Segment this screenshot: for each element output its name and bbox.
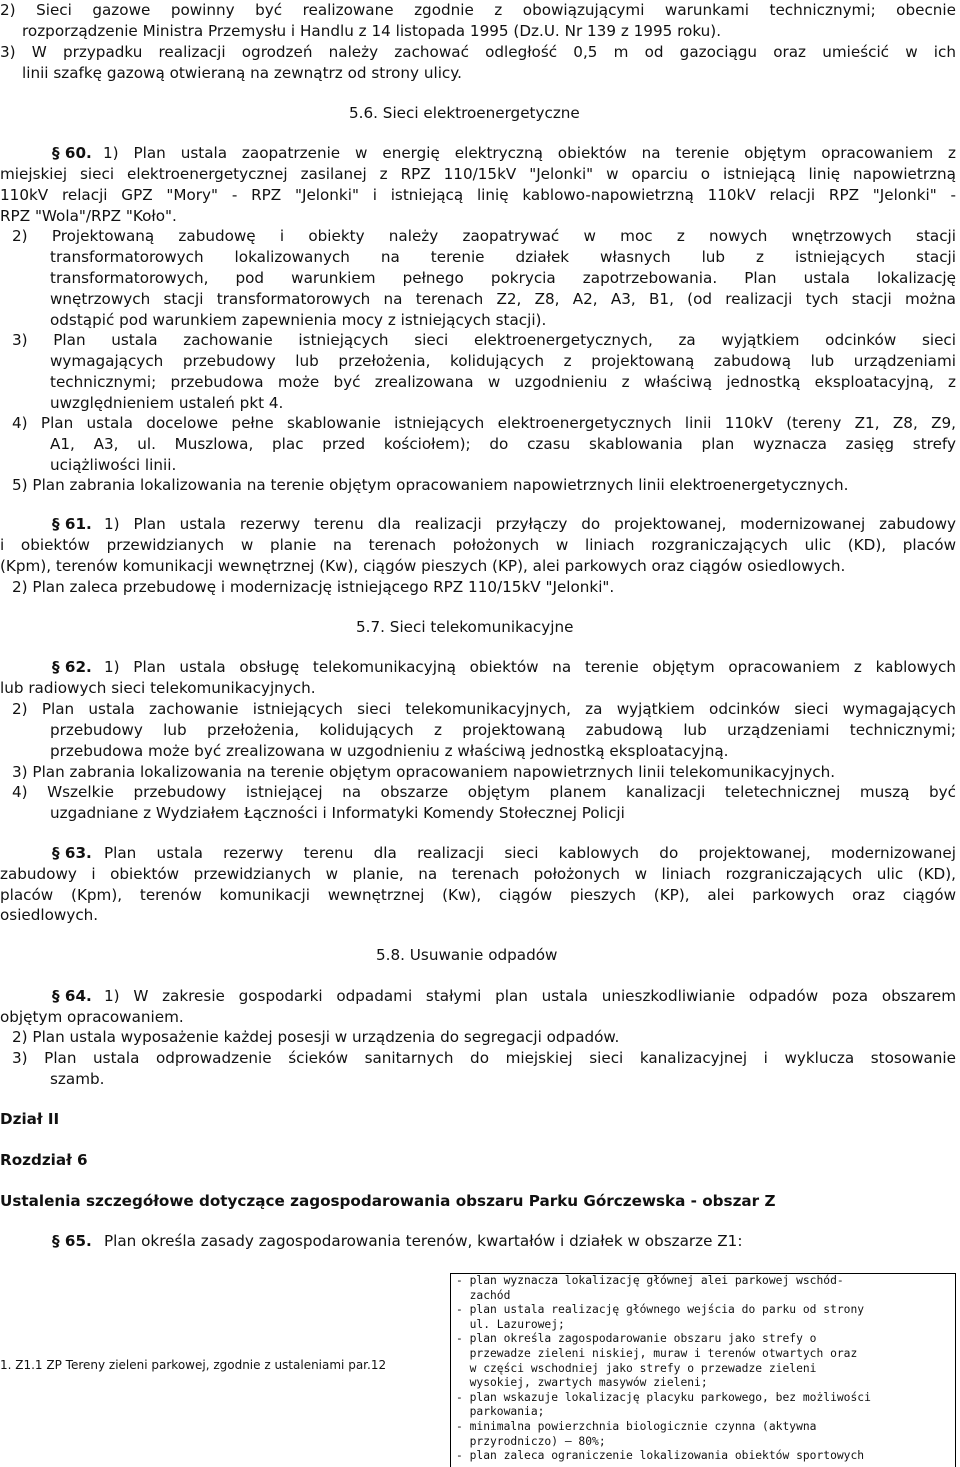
text-line: 2) Plan ustala wyposażenie każdej posesji w urządzenia do segregacji odpadów. <box>12 1028 620 1046</box>
text-line: transformatorowych, pod warunkiem pełnego pokrycia zapotrzebowania. Plan ustala lokalizację <box>50 269 956 287</box>
table-rule-line: - minimalna powierzchnia biologicznie czynna (aktywna <box>456 1419 817 1433</box>
table-rule-line: przewadze zieleni niskiej, muraw i terenów otwartych oraz <box>456 1346 858 1360</box>
text-line: przebudowa może być zrealizowana w uzgodnieniu z właściwą jednostką eksploatacyjną. <box>50 742 729 760</box>
text-line: objętym opracowaniem. <box>0 1008 184 1026</box>
text-line: (Kpm), terenów komunikacji wewnętrznej (Kw), ciągów pieszych (KP), alei parkowych oraz ciągów osiedlowych. <box>0 557 846 575</box>
table-rule-line: - plan określa zagospodarowanie obszaru jako strefy o <box>456 1332 817 1346</box>
paragraph-number: § 64. <box>52 987 92 1005</box>
paragraph-number: § 65. <box>52 1232 92 1250</box>
text-line: 1) Plan ustala obsługę telekomunikacyjną obiektów na terenie objętym opracowaniem z kablowych <box>104 658 956 676</box>
paragraph-number: § 63. <box>52 844 92 862</box>
text-line: RPZ "Wola"/RPZ "Koło". <box>0 207 177 225</box>
text-line: uciążliwości linii. <box>50 456 177 474</box>
text-line: 2) Plan ustala zachowanie istniejących sieci telekomunikacyjnych, za wyjątkiem odcinków sieci wymagających <box>12 700 956 718</box>
table-rule-line: - plan ustala realizację głównego wejścia do parku od strony <box>456 1303 865 1317</box>
section-heading: Rozdział 6 <box>0 1151 88 1169</box>
text-line: A1, A3, ul. Muszlowa, plac przed kościołem); do czasu skablowania plan wyznacza zasięg strefy <box>50 435 956 453</box>
paragraph-number: § 61. <box>52 515 92 533</box>
text-line: 3) Plan ustala zachowanie istniejących sieci elektroenergetycznych, za wyjątkiem odcinków sieci <box>12 331 956 349</box>
table-rule-list <box>456 1274 871 1464</box>
text-line: Plan określa zasady zagospodarowania terenów, kwartałów i działek w obszarze Z1: <box>104 1232 743 1250</box>
text-line: odstąpić pod warunkiem zapewnienia mocy z istniejących stacji). <box>50 311 547 329</box>
text-line: 2) Plan zaleca przebudowę i modernizację istniejącego RPZ 110/15kV "Jelonki". <box>12 578 615 596</box>
text-line: 5.8. Usuwanie odpadów <box>376 946 558 964</box>
table-rule-line: wysokiej, zwartych masywów zieleni; <box>456 1376 708 1390</box>
text-line: zabudowy i obiektów przewidzianych w planie, na terenach położonych w liniach rozgraniczających ulic (KD), <box>0 865 956 883</box>
text-line: 2) Projektowaną zabudowę i obiekty należy zaopatrywać w moc z nowych wnętrzowych stacji <box>12 227 956 245</box>
text-line: rozporządzenie Ministra Przemysłu i Handlu z 14 listopada 1995 (Dz.U. Nr 139 z 1995 roku). <box>22 22 722 40</box>
text-line: transformatorowych lokalizowanych na terenie działek własnych lub z istniejących stacji <box>50 248 956 266</box>
text-line: uwzględnieniem ustaleń pkt 4. <box>50 394 284 412</box>
table-rule-line: w części wschodniej jako strefy o przewadze zieleni <box>456 1361 817 1375</box>
text-line: placów (Kpm), terenów komunikacji wewnętrznej (Kw), ciągów pieszych (KP), alei parkowych oraz ciągów <box>0 886 956 904</box>
text-line: 5.6. Sieci elektroenergetyczne <box>349 104 580 122</box>
text-line: Plan ustala rezerwy terenu dla realizacji sieci kablowych do projektowanej, modernizowanej <box>104 844 956 862</box>
table-rule-line: - plan wyznacza lokalizację głównej alei parkowej wschód- <box>456 1274 844 1287</box>
table-rule-line: przyrodniczo) – 80%; <box>456 1434 606 1448</box>
text-line: 1) Plan ustala rezerwy terenu dla realizacji przyłączy do projektowanej, modernizowanej zabudowy <box>104 515 956 533</box>
text-line: 3) Plan zabrania lokalizowania na terenie objętym opracowaniem napowietrznych linii telekomunikacyjnych. <box>12 763 836 781</box>
paragraph-number: § 62. <box>52 658 92 676</box>
table-rule-line: - plan zaleca ograniczenie lokalizowania obiektów sportowych <box>456 1449 865 1463</box>
text-line: 5) Plan zabrania lokalizowania na terenie objętym opracowaniem napowietrznych linii elektroenergetycznych. <box>12 476 849 494</box>
text-line: 1) W zakresie gospodarki odpadami stałymi plan ustala unieszkodliwianie odpadów poza obszarem <box>104 987 956 1005</box>
section-heading: Dział II <box>0 1110 60 1128</box>
text-line: 3) W przypadku realizacji ogrodzeń należy zachować odległość 0,5 m od gazociągu oraz umieścić w ich <box>0 43 956 61</box>
text-line: przebudowy lub przełożenia, kolidujących z projektowaną zabudową lub urządzeniami technicznymi; <box>50 721 956 739</box>
text-line: wnętrzowych stacji transformatorowych na terenach Z2, Z8, A2, A3, B1, (od realizacji tych stacji można <box>50 290 956 308</box>
section-heading: Ustalenia szczegółowe dotyczące zagospodarowania obszaru Parku Górczewska - obszar Z <box>0 1192 776 1210</box>
text-line: 4) Wszelkie przebudowy istniejącej na obszarze objętym planem kanalizacji teletechnicznej muszą być <box>12 783 956 801</box>
text-line: linii szafkę gazową otwieraną na zewnątrz od strony ulicy. <box>22 64 462 82</box>
text-line: wymagających przebudowy lub przełożenia, kolidujących z projektowaną zabudową lub urządzeniami <box>50 352 956 370</box>
table-rule-line: ul. Lazurowej; <box>456 1317 565 1331</box>
table-row-label: 1. Z1.1 ZP Tereny zieleni parkowej, zgodnie z ustaleniami par.12 <box>0 1358 387 1372</box>
text-line: 110kV relacji GPZ "Mory" - RPZ "Jelonki" i istniejącą linię kablowo-napowietrzną 110kV relacji RPZ "Jelonki" - <box>0 186 956 204</box>
text-line: lub radiowych sieci telekomunikacyjnych. <box>0 679 316 697</box>
text-line: i obiektów przewidzianych w planie na terenach położonych w liniach rozgraniczających ulic (KD), placów <box>0 536 956 554</box>
table-cell-rules <box>450 1273 956 1467</box>
text-line: 1) Plan ustala zaopatrzenie w energię elektryczną obiektów na terenie objętym opracowaniem z <box>103 144 956 162</box>
text-line: 2) Sieci gazowe powinny być realizowane zgodnie z obowiązującymi warunkami technicznymi; obecnie <box>0 1 956 19</box>
text-line: uzgadniane z Wydziałem Łączności i Informatyki Komendy Stołecznej Policji <box>50 804 625 822</box>
text-line: technicznymi; przebudowa może być zrealizowana w uzgodnieniu z właściwą jednostką eksploatacyjną, z <box>50 373 956 391</box>
text-line: 3) Plan ustala odprowadzenie ścieków sanitarnych do miejskiej sieci kanalizacyjnej i wyklucza stosowanie <box>12 1049 956 1067</box>
table-rule-line: parkowania; <box>456 1405 545 1419</box>
text-line: szamb. <box>50 1070 105 1088</box>
text-line: miejskiej sieci elektroenergetycznej zasilanej z RPZ 110/15kV "Jelonki" w oparciu o istniejącą linię napowietrzną <box>0 165 956 183</box>
table-rule-line: - plan wskazuje lokalizację placyku parkowego, bez możliwości <box>456 1390 871 1404</box>
table-rule-line: zachód <box>456 1288 511 1302</box>
text-line: 5.7. Sieci telekomunikacyjne <box>356 618 574 636</box>
paragraph-number: § 60. <box>52 144 92 162</box>
text-line: 4) Plan ustala docelowe pełne skablowanie istniejących elektroenergetycznych linii 110kV (tereny Z1, Z8, Z9, <box>12 414 956 432</box>
text-line: osiedlowych. <box>0 906 99 924</box>
